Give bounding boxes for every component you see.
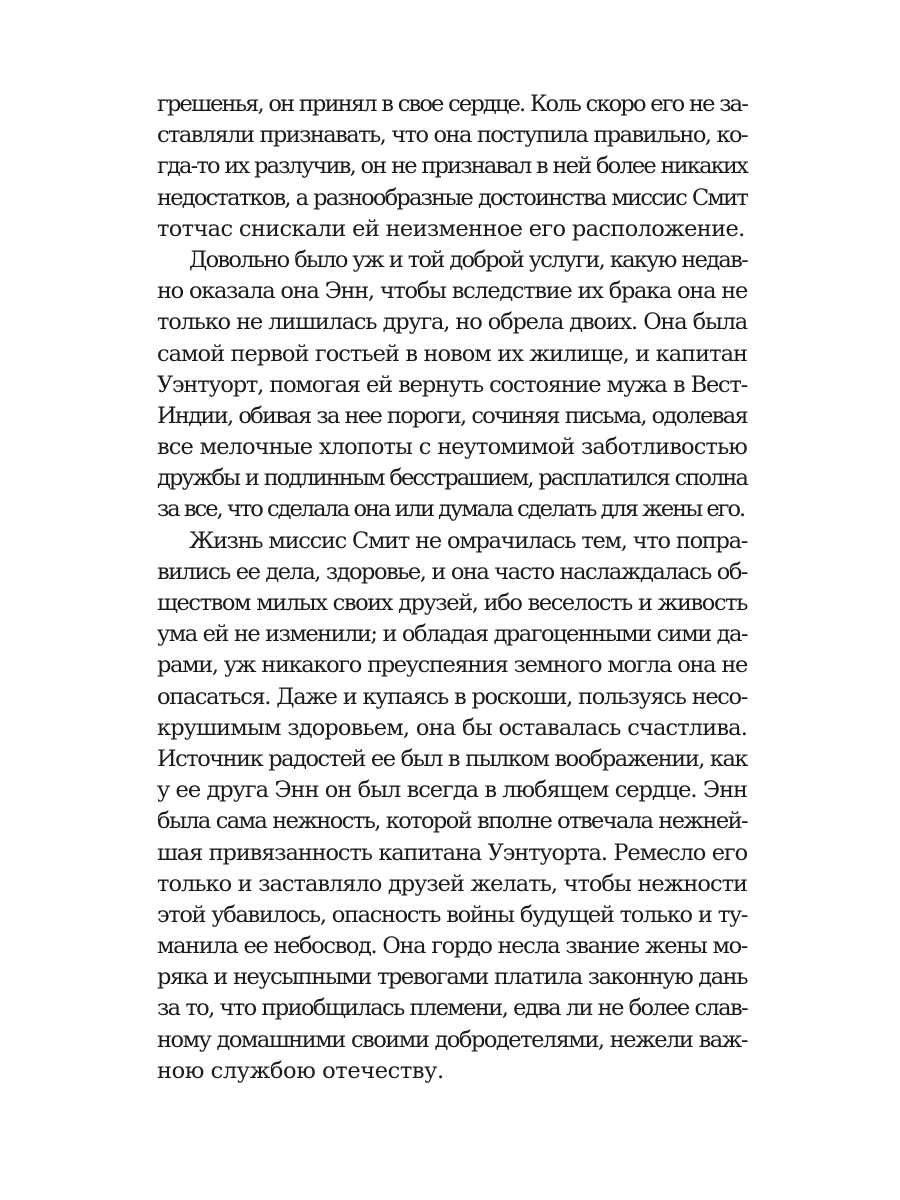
text-line: все мелочные хлопоты с неутомимой заботливостью xyxy=(157,434,747,461)
text-line: недостатков, а разнообразные достоинства миссис Смит xyxy=(157,184,747,211)
paragraph-2 xyxy=(157,245,747,526)
text-line: но оказала она Энн, чтобы вследствие их брака она не xyxy=(157,278,747,305)
paragraph-1 xyxy=(157,89,747,245)
text-line: вились ее дела, здоровье, и она часто наслаждалась об- xyxy=(157,558,747,585)
text-line: тотчас снискали ей неизменное его расположение. xyxy=(157,215,745,242)
text-line: дружбы и подлинным бесстрашием, расплатился сполна xyxy=(157,465,747,492)
text-line: за все, что сделала она или думала сделать для жены его. xyxy=(157,496,745,523)
text-line: шая привязанность капитана Уэнтуорта. Ремесло его xyxy=(157,839,747,866)
text-line: манила ее небосвод. Она гордо несла звание жены мо- xyxy=(157,933,747,960)
text-line: опасаться. Даже и купаясь в роскоши, пользуясь несо- xyxy=(157,683,747,710)
text-line: ряка и неусыпными тревогами платила законную дань xyxy=(157,964,747,991)
text-line: ществом милых своих друзей, ибо веселость и живость xyxy=(157,590,747,616)
text-line: только и заставляло друзей желать, чтобы нежности xyxy=(157,870,747,897)
text-line: только не лишилась друга, но обрела двоих. Она была xyxy=(157,309,747,336)
paragraph-3 xyxy=(157,526,747,1087)
text-line: ному домашними своими добродетелями, нежели важ- xyxy=(157,1026,747,1053)
text-line: ума ей не изменили; и обладая драгоценными сими да- xyxy=(157,621,747,648)
text-line: ставляли признавать, что она поступила правильно, ко- xyxy=(157,122,747,149)
text-line: Индии, обивая за нее пороги, сочиняя письма, одолевая xyxy=(157,402,747,429)
text-line: самой первой гостьей в новом их жилище, и капитан xyxy=(157,340,747,367)
text-line: была сама нежность, которой вполне отвечала нежней- xyxy=(157,808,747,835)
text-line: за то, что приобщилась племени, едва ли не более слав- xyxy=(157,995,747,1022)
text-line: Жизнь миссис Смит не омрачилась тем, что попра- xyxy=(189,527,747,554)
text-line: рами, уж никакого преуспеяния земного могла она не xyxy=(157,652,747,679)
text-line: крушимым здоровьем, она бы оставалась счастлива. xyxy=(157,714,747,741)
text-line: гда-то их разлучив, он не признавал в ней более никаких xyxy=(157,153,747,180)
page-text xyxy=(157,89,747,1087)
text-line: этой убавилось, опасность войны будущей только и ту- xyxy=(157,901,747,928)
text-line: Уэнтуорт, помогая ей вернуть состояние мужа в Вест- xyxy=(157,371,747,398)
text-line: Источник радостей ее был в пылком воображении, как xyxy=(157,745,747,772)
text-line: грешенья, он принял в свое сердце. Коль скоро его не за- xyxy=(157,91,747,117)
text-line: ною службою отечеству. xyxy=(157,1057,444,1084)
text-line: у ее друга Энн он был всегда в любящем сердце. Энн xyxy=(157,777,747,804)
text-line: Довольно было уж и той доброй услуги, какую недав- xyxy=(189,246,747,273)
